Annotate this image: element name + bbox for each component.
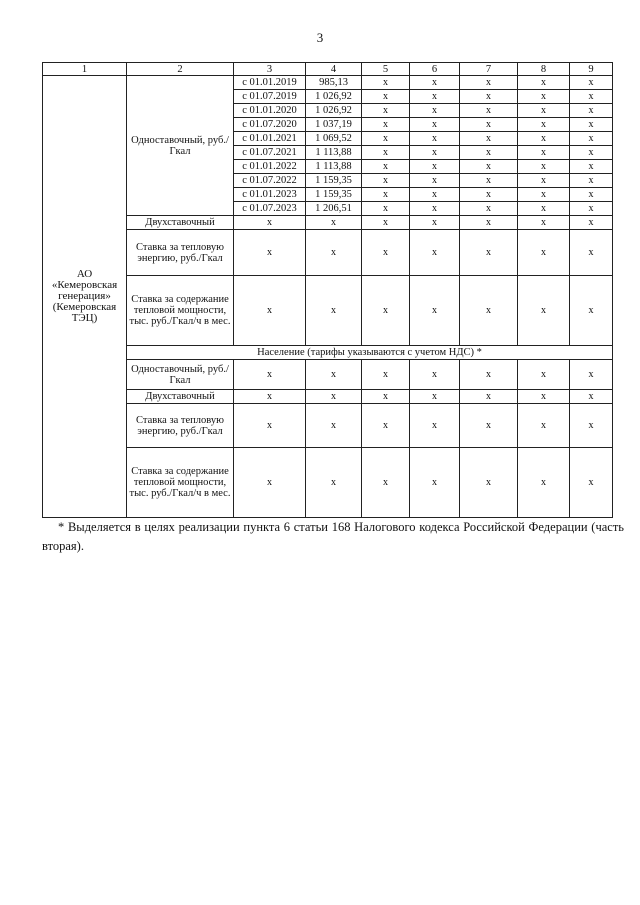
x-mark-cell: x (410, 76, 460, 90)
x-mark-cell: x (570, 230, 613, 276)
header-cell: 1 (43, 63, 127, 76)
x-mark-cell: x (460, 104, 518, 118)
page-number: 3 (316, 30, 324, 45)
x-mark-cell: x (234, 360, 306, 390)
header-cell: 9 (570, 63, 613, 76)
x-mark-cell: x (362, 146, 410, 160)
x-mark-cell: x (306, 276, 362, 346)
x-mark-cell: x (410, 104, 460, 118)
organization-line: «Кемеровская (51, 279, 118, 291)
x-mark-cell: x (570, 104, 613, 118)
x-mark-cell: x (234, 276, 306, 346)
tariff-value: 1 206,51 (306, 202, 362, 216)
x-mark-cell: x (518, 216, 570, 230)
x-mark-cell: x (518, 174, 570, 188)
x-mark-cell: x (570, 132, 613, 146)
x-mark-cell: x (306, 390, 362, 404)
tariff-value: 1 069,52 (306, 132, 362, 146)
x-mark-cell: x (518, 360, 570, 390)
tariff-value: 1 026,92 (306, 90, 362, 104)
organization-line: (Кемеровская (52, 301, 117, 313)
period-date: с 01.01.2022 (234, 160, 306, 174)
capacity-rate-label: Ставка за содержание тепловой мощности, тыс. руб./Гкал/ч в мес. (127, 276, 234, 346)
tariff-value: 1 037,19 (306, 118, 362, 132)
x-mark-cell: x (570, 76, 613, 90)
x-mark-cell: x (306, 216, 362, 230)
x-mark-cell: x (570, 276, 613, 346)
period-date: с 01.01.2021 (234, 132, 306, 146)
period-date: с 01.01.2019 (234, 76, 306, 90)
organization-cell (43, 76, 127, 518)
x-mark-cell: x (460, 404, 518, 448)
x-mark-cell: x (518, 104, 570, 118)
x-mark-cell: x (410, 360, 460, 390)
footnote: * Выделяется в целях реализации пункта 6 статьи 168 Налогового кодекса Российской Федерации (часть вторая). (42, 520, 624, 553)
x-mark-cell: x (460, 448, 518, 518)
header-cell: 7 (460, 63, 518, 76)
two-rate-label: Двухставочный (127, 216, 234, 230)
x-mark-cell: x (362, 404, 410, 448)
x-mark-cell: x (570, 118, 613, 132)
x-mark-cell: x (410, 118, 460, 132)
tariff-value: 1 159,35 (306, 174, 362, 188)
heat-energy-rate-label: Ставка за тепловую энергию, руб./Гкал (127, 230, 234, 276)
x-mark-cell: x (570, 90, 613, 104)
organization-line: АО (76, 268, 93, 280)
x-mark-cell: x (570, 216, 613, 230)
x-mark-cell: x (460, 230, 518, 276)
x-mark-cell: x (306, 448, 362, 518)
tariff-table (42, 62, 613, 518)
x-mark-cell: x (410, 146, 460, 160)
x-mark-cell: x (460, 390, 518, 404)
x-mark-cell: x (460, 360, 518, 390)
tariff-value: 985,13 (306, 76, 362, 90)
header-cell: 4 (306, 63, 362, 76)
x-mark-cell: x (518, 404, 570, 448)
capacity-row (43, 276, 613, 346)
x-mark-cell: x (518, 132, 570, 146)
x-mark-cell: x (410, 230, 460, 276)
x-mark-cell: x (518, 90, 570, 104)
x-mark-cell: x (518, 188, 570, 202)
x-mark-cell: x (570, 188, 613, 202)
x-mark-cell: x (362, 216, 410, 230)
x-mark-cell: x (570, 404, 613, 448)
header-cell: 8 (518, 63, 570, 76)
x-mark-cell: x (362, 118, 410, 132)
x-mark-cell: x (460, 188, 518, 202)
single-rate-label: Одноставочный, руб./Гкал (127, 76, 234, 216)
x-mark-cell: x (410, 276, 460, 346)
population-capacity-rate-label: Ставка за содержание тепловой мощности, тыс. руб./Гкал/ч в мес. (127, 448, 234, 518)
period-date: с 01.07.2022 (234, 174, 306, 188)
x-mark-cell: x (460, 276, 518, 346)
population-capacity-row (43, 448, 613, 518)
x-mark-cell: x (410, 448, 460, 518)
x-mark-cell: x (410, 188, 460, 202)
x-mark-cell: x (234, 216, 306, 230)
x-mark-cell: x (410, 216, 460, 230)
x-mark-cell: x (518, 276, 570, 346)
x-mark-cell: x (460, 132, 518, 146)
period-date: с 01.07.2023 (234, 202, 306, 216)
x-mark-cell: x (570, 174, 613, 188)
x-mark-cell: x (518, 230, 570, 276)
x-mark-cell: x (460, 118, 518, 132)
header-cell: 5 (362, 63, 410, 76)
x-mark-cell: x (570, 390, 613, 404)
x-mark-cell: x (518, 448, 570, 518)
x-mark-cell: x (570, 160, 613, 174)
x-mark-cell: x (570, 448, 613, 518)
x-mark-cell: x (410, 174, 460, 188)
header-cell: 6 (410, 63, 460, 76)
x-mark-cell: x (570, 360, 613, 390)
period-date: с 01.07.2019 (234, 90, 306, 104)
x-mark-cell: x (362, 188, 410, 202)
x-mark-cell: x (362, 230, 410, 276)
x-mark-cell: x (362, 76, 410, 90)
population-two-rate-label: Двухставочный (127, 390, 234, 404)
tariff-value: 1 113,88 (306, 146, 362, 160)
x-mark-cell: x (234, 404, 306, 448)
tariff-table-body (43, 63, 613, 518)
population-heat-energy-row (43, 404, 613, 448)
x-mark-cell: x (410, 90, 460, 104)
period-date: с 01.07.2021 (234, 146, 306, 160)
x-mark-cell: x (518, 76, 570, 90)
period-date: с 01.01.2023 (234, 188, 306, 202)
period-date: с 01.07.2020 (234, 118, 306, 132)
x-mark-cell: x (460, 216, 518, 230)
x-mark-cell: x (460, 174, 518, 188)
x-mark-cell: x (410, 132, 460, 146)
x-mark-cell: x (460, 146, 518, 160)
x-mark-cell: x (410, 390, 460, 404)
x-mark-cell: x (362, 132, 410, 146)
x-mark-cell: x (460, 202, 518, 216)
x-mark-cell: x (570, 202, 613, 216)
organization-line: генерация» (58, 290, 111, 302)
population-section-label: Население (тарифы указываются с учетом НДС) * (127, 346, 613, 360)
population-section-row (43, 346, 613, 360)
x-mark-cell: x (362, 90, 410, 104)
x-mark-cell: x (306, 404, 362, 448)
header-cell: 3 (234, 63, 306, 76)
x-mark-cell: x (306, 360, 362, 390)
x-mark-cell: x (410, 202, 460, 216)
x-mark-cell: x (460, 76, 518, 90)
x-mark-cell: x (362, 202, 410, 216)
x-mark-cell: x (234, 390, 306, 404)
x-mark-cell: x (518, 118, 570, 132)
tariff-value: 1 026,92 (306, 104, 362, 118)
two-rate-row (43, 216, 613, 230)
population-heat-energy-rate-label: Ставка за тепловую энергию, руб./Гкал (127, 404, 234, 448)
x-mark-cell: x (362, 390, 410, 404)
tariff-value: 1 113,88 (306, 160, 362, 174)
x-mark-cell: x (460, 90, 518, 104)
population-single-rate-label: Одноставочный, руб./Гкал (127, 360, 234, 390)
x-mark-cell: x (362, 448, 410, 518)
x-mark-cell: x (362, 104, 410, 118)
x-mark-cell: x (362, 276, 410, 346)
x-mark-cell: x (234, 230, 306, 276)
header-row (43, 63, 613, 76)
period-date: с 01.01.2020 (234, 104, 306, 118)
x-mark-cell: x (234, 448, 306, 518)
heat-energy-row (43, 230, 613, 276)
x-mark-cell: x (362, 174, 410, 188)
population-two-rate-row (43, 390, 613, 404)
x-mark-cell: x (410, 404, 460, 448)
x-mark-cell: x (306, 230, 362, 276)
organization-line: ТЭЦ) (71, 312, 98, 324)
x-mark-cell: x (570, 146, 613, 160)
x-mark-cell: x (518, 202, 570, 216)
x-mark-cell: x (460, 160, 518, 174)
x-mark-cell: x (518, 146, 570, 160)
x-mark-cell: x (518, 390, 570, 404)
population-single-rate-row (43, 360, 613, 390)
single-rate-row (43, 76, 613, 90)
x-mark-cell: x (362, 360, 410, 390)
x-mark-cell: x (362, 160, 410, 174)
header-cell: 2 (127, 63, 234, 76)
x-mark-cell: x (518, 160, 570, 174)
x-mark-cell: x (410, 160, 460, 174)
tariff-value: 1 159,35 (306, 188, 362, 202)
